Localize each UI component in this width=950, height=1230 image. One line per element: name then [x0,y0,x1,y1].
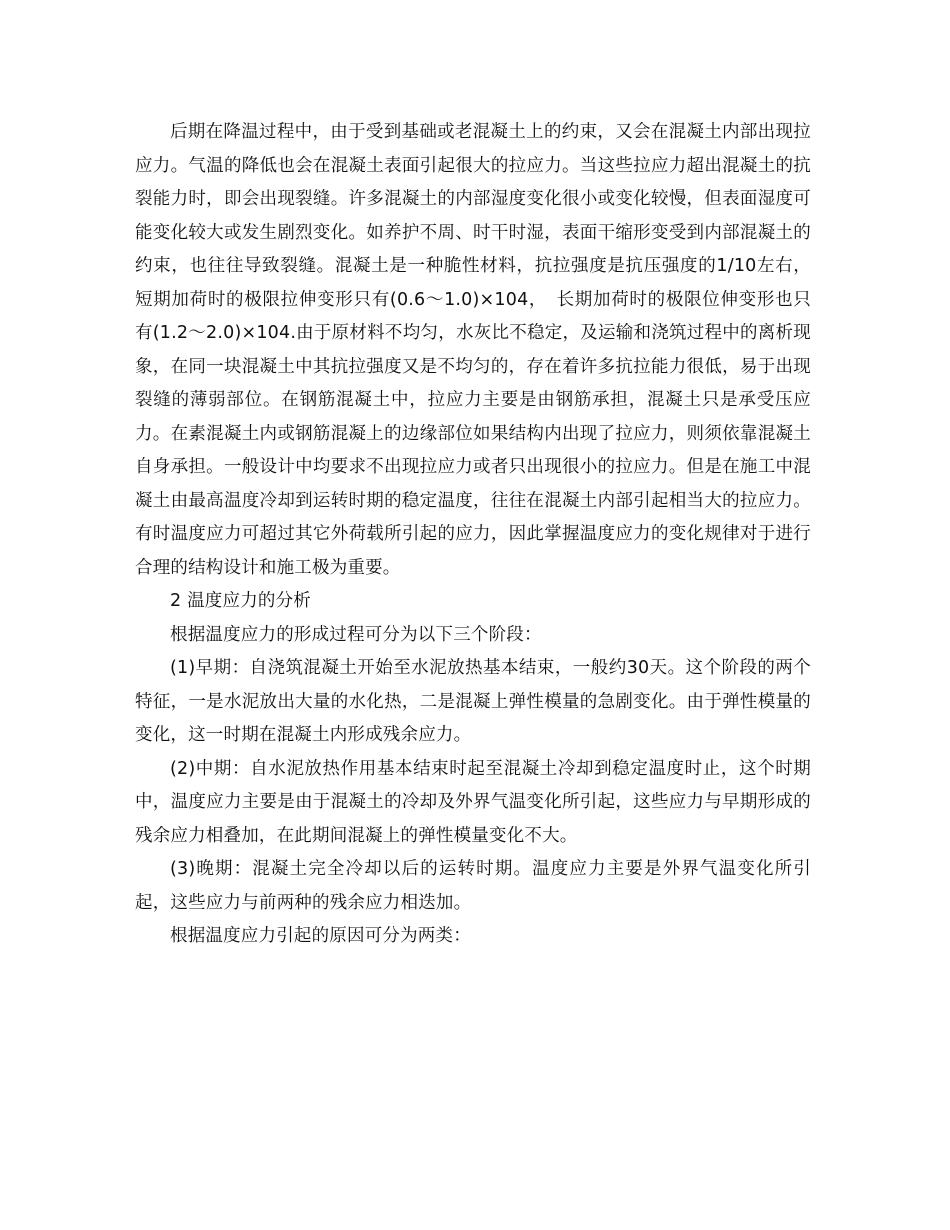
paragraph-middle-stage: (2)中期：自水泥放热作用基本结束时起至混凝土冷却到稳定温度时止，这个时期中，温度应力主要是由于混凝土的冷却及外界气温变化所引起，这些应力与早期形成的残余应力相叠加，在此期间混凝上的弹性模量变化不大。 [135,758,811,846]
paragraph-early-stage: (1)早期：自浇筑混凝土开始至水泥放热基本结束，一般约30天。这个阶段的两个特征，一是水泥放出大量的水化热，二是混凝上弹性模量的急剧变化。由于弹性模量的变化，这一时期在混凝土内形成残余应力。 [135,658,811,745]
paragraph-three-stages-intro: 根据温度应力的形成过程可分为以下三个阶段： [170,624,542,645]
document-body [135,116,811,954]
paragraph-late-stage: (3)晚期：混凝土完全冷却以后的运转时期。温度应力主要是外界气温变化所引起，这些应力与前两种的残余应力相迭加。 [135,859,811,913]
paragraph-cooling-tensile-stress: 后期在降温过程中，由于受到基础或老混凝土上的约束，又会在混凝土内部出现拉应力。气温的降低也会在混凝土表面引起很大的拉应力。当这些拉应力超出混凝土的抗裂能力时，即会出现裂缝。许多混凝土的内部湿度变化很小或变化较慢，但表面湿度可能变化较大或发生剧烈变化。如养护不周、时干时湿，表面干缩形变受到内部混凝土的约束，也往往导致裂缝。混凝土是一种脆性材料，抗拉强度是抗压强度的1/10左右，短期加荷时的极限拉伸变形只有(0.6～1.0)×104， 长期加荷时的极限位伸变形也只有(1.2～2.0)×104.由于原材料不均匀，水灰比不稳定，及运输和浇筑过程中的离析现象，在同一块混凝土中其抗拉强度又是不均匀的，存在着许多抗拉能力很低，易于出现裂缝的薄弱部位。在钢筋混凝土中，拉应力主要是由钢筋承担，混凝土只是承受压应力。在素混凝土内或钢筋混凝上的边缘部位如果结构内出现了拉应力，则须依靠混凝土自身承担。一般设计中均要求不出现拉应力或者只出现很小的拉应力。但是在施工中混凝土由最高温度冷却到运转时期的稳定温度，往往在混凝土内部引起相当大的拉应力。有时温度应力可超过其它外荷载所引起的应力，因此掌握温度应力的变化规律对于进行合理的结构设计和施工极为重要。 [135,122,811,578]
section-heading-temperature-stress-analysis: 2 温度应力的分析 [170,591,311,611]
paragraph-two-causes-intro: 根据温度应力引起的原因可分为两类： [170,926,471,946]
